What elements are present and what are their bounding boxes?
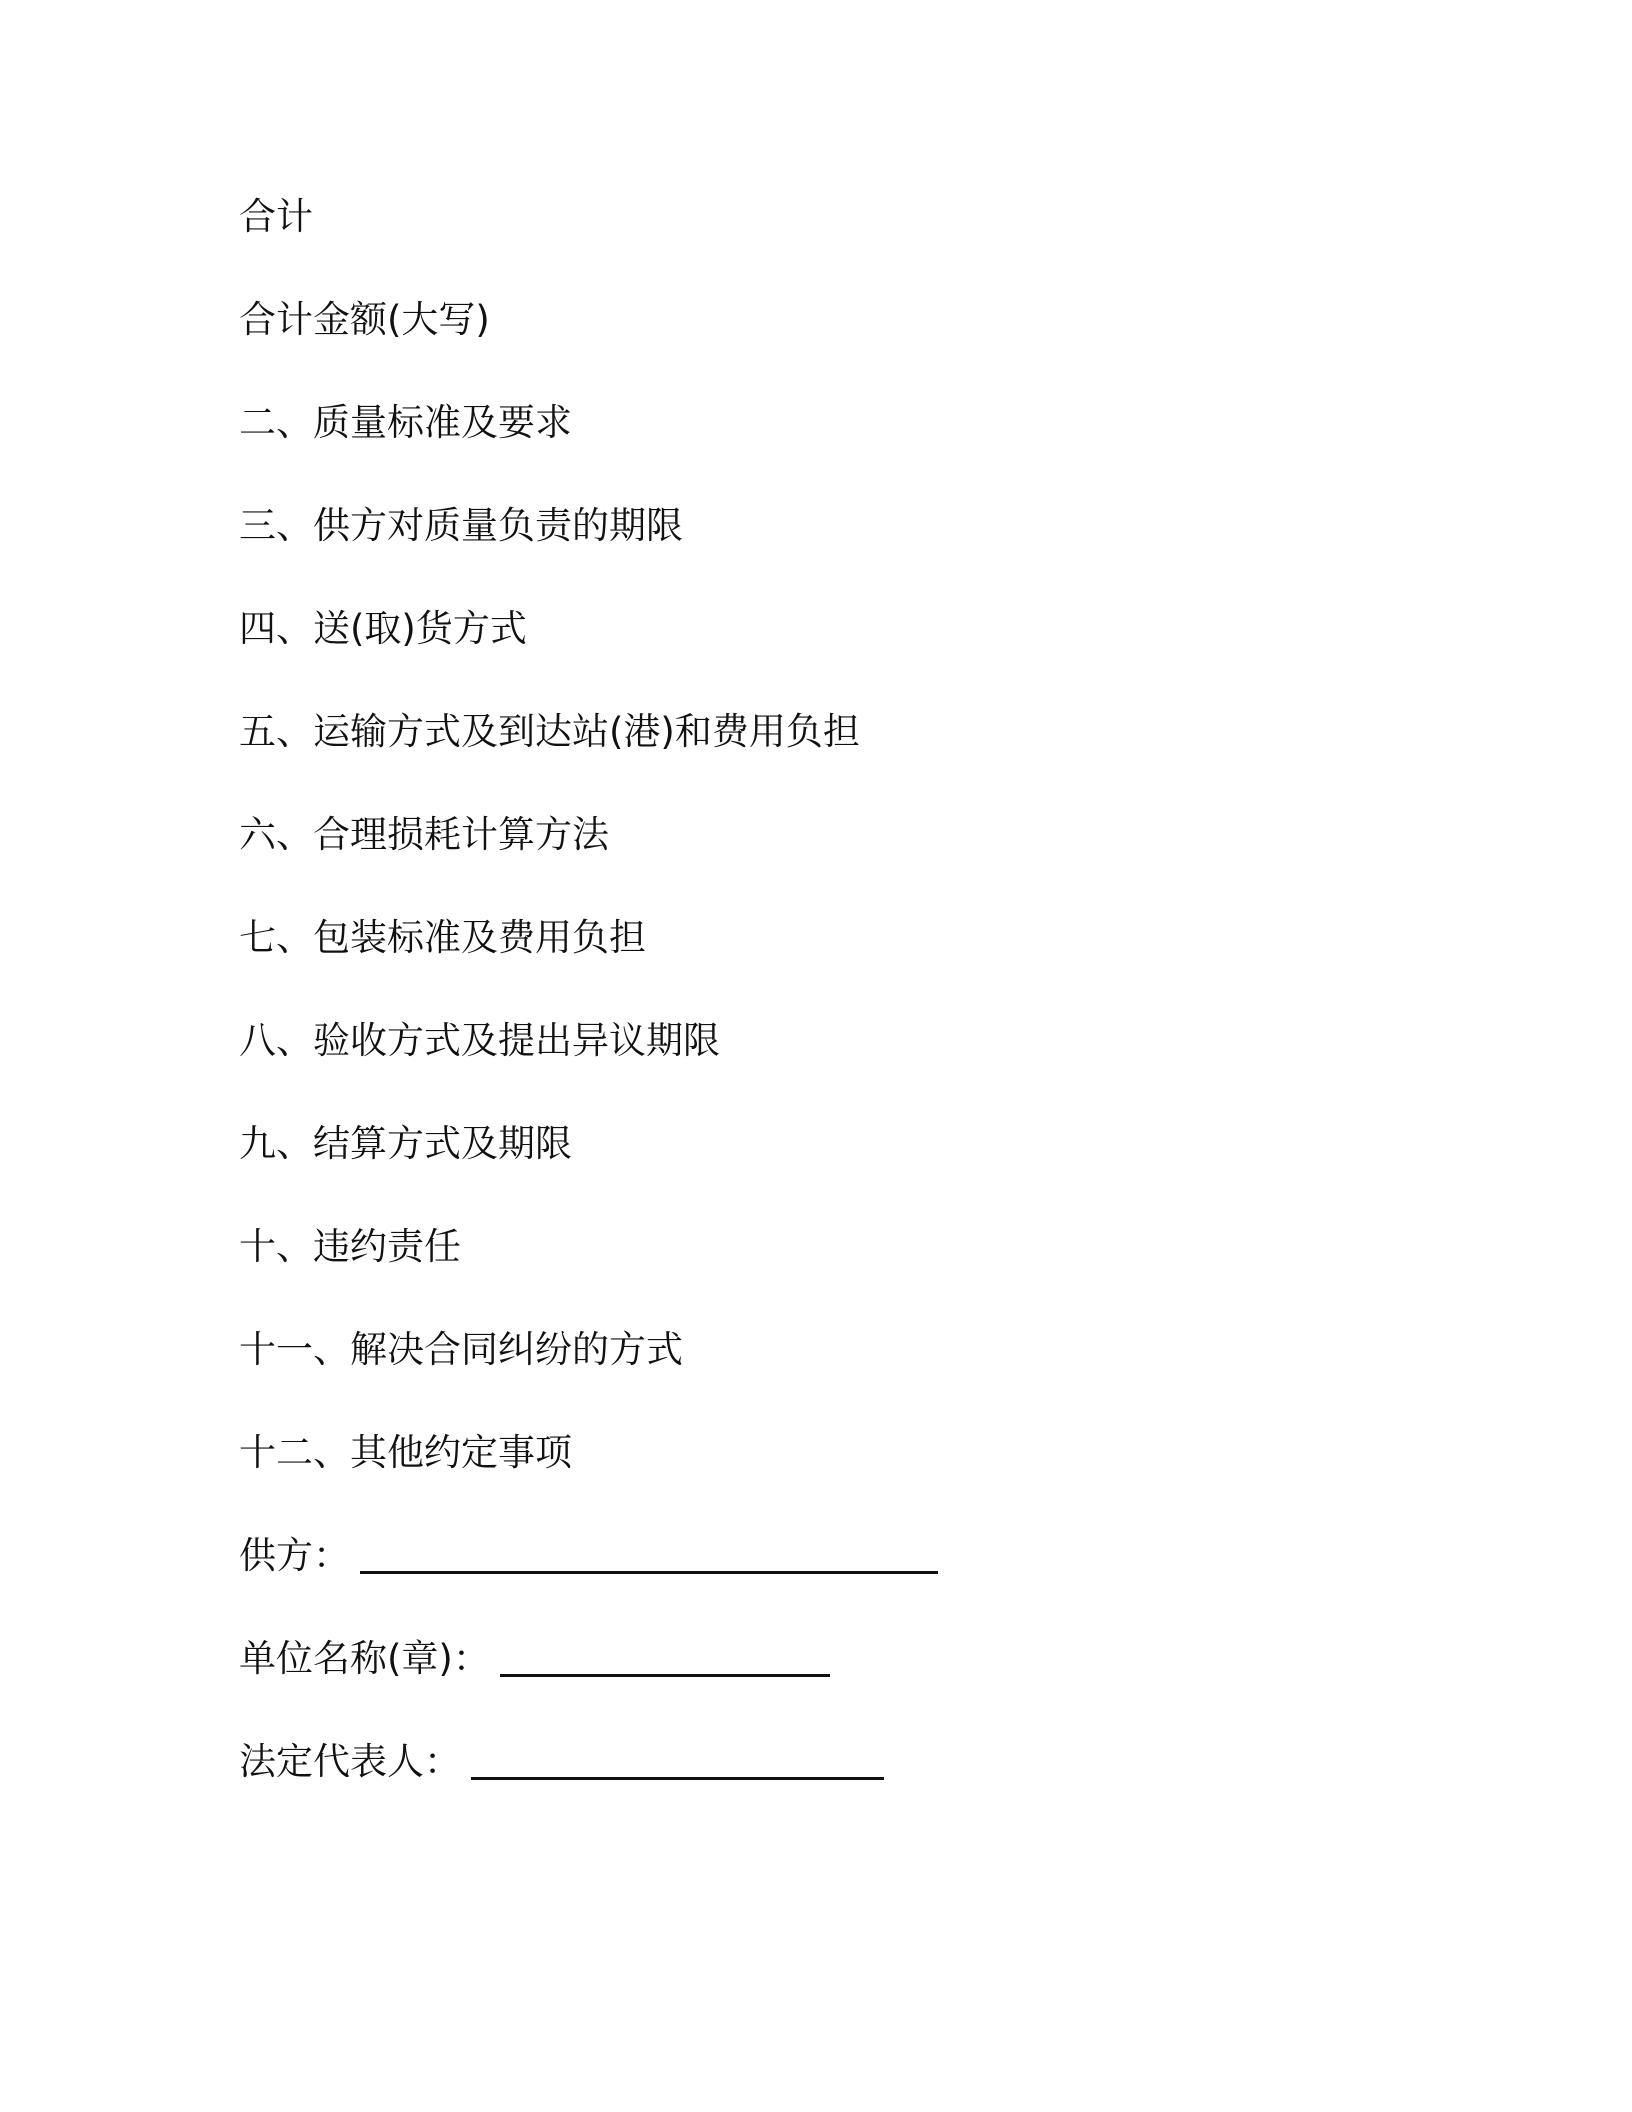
clause-3-quality-period: 三、供方对质量负责的期限 — [239, 504, 683, 547]
supplier-blank-line[interactable] — [360, 1541, 938, 1574]
legal-rep-signature-row — [239, 1738, 884, 1786]
supplier-signature-row — [239, 1532, 938, 1580]
clause-10-liability: 十、违约责任 — [239, 1225, 461, 1268]
clause-5-transport-cost: 五、运输方式及到达站(港)和费用负担 — [239, 710, 860, 753]
legal-rep-label: 法定代表人： — [239, 1740, 461, 1783]
total-amount-uppercase-label: 合计金额(大写) — [239, 298, 490, 341]
legal-rep-blank-line[interactable] — [471, 1747, 884, 1780]
unit-name-label: 单位名称(章)： — [239, 1637, 490, 1680]
unit-name-signature-row — [239, 1635, 830, 1683]
clause-6-loss-calculation: 六、合理损耗计算方法 — [239, 813, 609, 856]
clause-8-acceptance: 八、验收方式及提出异议期限 — [239, 1019, 720, 1062]
supplier-label: 供方： — [239, 1534, 350, 1577]
total-label: 合计 — [239, 195, 313, 238]
clause-9-settlement: 九、结算方式及期限 — [239, 1122, 572, 1165]
clause-2-quality-standards: 二、质量标准及要求 — [239, 401, 572, 444]
clause-7-packaging: 七、包装标准及费用负担 — [239, 916, 646, 959]
unit-name-blank-line[interactable] — [500, 1644, 830, 1677]
clause-11-dispute-resolution: 十一、解决合同纠纷的方式 — [239, 1328, 683, 1371]
clause-12-other-matters: 十二、其他约定事项 — [239, 1431, 572, 1474]
clause-4-delivery-method: 四、送(取)货方式 — [239, 607, 527, 650]
